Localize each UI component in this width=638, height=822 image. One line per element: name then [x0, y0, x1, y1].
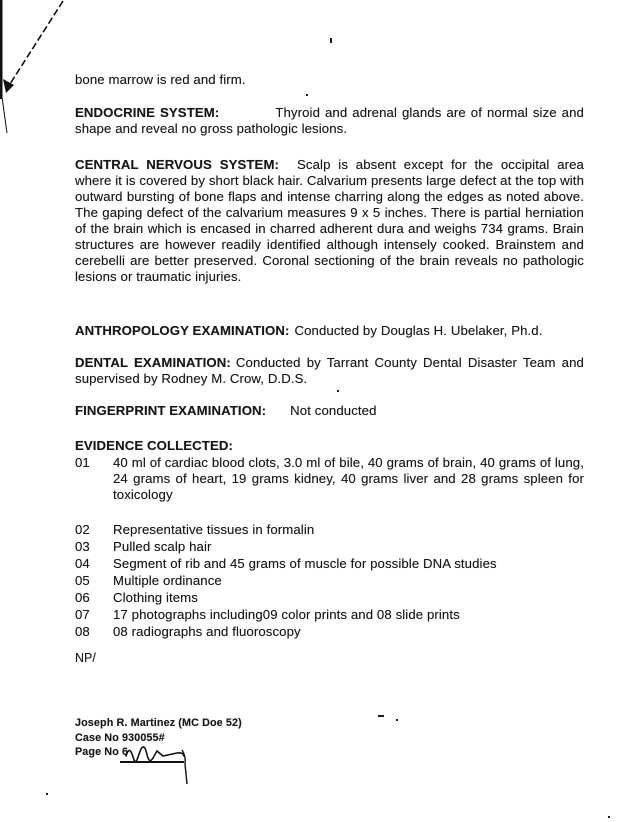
scan-fold-arrow-mark: [0, 0, 80, 140]
evidence-item-02: [75, 521, 584, 538]
paragraph-central-nervous-system: [75, 157, 584, 285]
evidence-heading-text: EVIDENCE COLLECTED:: [75, 438, 233, 454]
fingerprint-body: Not conducted: [290, 403, 377, 419]
bone-marrow-text: bone marrow is red and firm.: [75, 72, 246, 88]
scan-speck: [330, 38, 332, 43]
typist-initials: NP/: [75, 651, 96, 665]
dental-heading: DENTAL EXAMINATION:: [75, 355, 231, 371]
dental-body: Conducted by Tarrant County Dental Disaster Team and supervised by Rodney M. Crow, D.D.S.: [75, 355, 584, 387]
footer-name-line: Joseph R. Martinez (MC Doe 52): [75, 717, 242, 729]
evidence-item-text: Clothing items: [113, 590, 198, 605]
evidence-item-06: [75, 589, 584, 606]
evidence-item-number: 04: [75, 556, 90, 571]
cns-body: Scalp is absent except for the occipital area where it is covered by short black hair. Calvarium presents large defect at the top with outward bursting of bone flaps and intense charring along the edges as noted above. The gaping defect of the calvarium measures 9 x 5 inches. There is partial herniation of the brain which is encased in charred adherent dura and weighs 734 grams. Brain structures are however readily identified although intensely cooked. Brainstem and cerebelli are better preserved. Coronal sectioning of the brain reveals no pathologic lesions or traumatic injuries.: [75, 157, 584, 285]
cns-heading: CENTRAL NERVOUS SYSTEM:: [75, 157, 280, 173]
evidence-item-03: [75, 538, 584, 555]
evidence-item-text: 40 ml of cardiac blood clots, 3.0 ml of bile, 40 grams of brain, 40 grams of lung, 24 grams of heart, 19 grams kidney, 40 grams liver and 28 grams spleen for toxicology: [113, 455, 584, 502]
fingerprint-heading: FINGERPRINT EXAMINATION:: [75, 403, 267, 419]
evidence-item-text: Representative tissues in formalin: [113, 522, 315, 537]
evidence-item-08: [75, 623, 584, 640]
anthropology-heading: ANTHROPOLOGY EXAMINATION:: [75, 323, 290, 339]
evidence-item-01: [75, 455, 584, 503]
paragraph-dental-examination: [75, 355, 584, 387]
scan-speck: [306, 94, 308, 96]
endocrine-body: Thyroid and adrenal glands are of normal size and shape and reveal no gross pathologic lesions.: [75, 105, 584, 137]
evidence-item-text: 17 photographs including09 color prints and 08 slide prints: [113, 607, 460, 622]
evidence-item-number: 03: [75, 539, 90, 554]
footer-case-line: Case No 930055#: [75, 731, 165, 744]
evidence-item-text: Pulled scalp hair: [113, 539, 212, 554]
evidence-item-number: 06: [75, 590, 90, 605]
evidence-item-text: Multiple ordinance: [113, 573, 222, 588]
evidence-item-number: 02: [75, 522, 90, 537]
paragraph-bone-marrow: [75, 72, 584, 88]
evidence-item-list: [75, 521, 584, 640]
endocrine-heading: ENDOCRINE SYSTEM:: [75, 105, 220, 121]
scan-speck: [337, 390, 339, 392]
footer-identification-block: [75, 716, 242, 760]
evidence-item-number: 05: [75, 573, 90, 588]
evidence-item-04: [75, 555, 584, 572]
scan-speck: [378, 715, 384, 717]
footer-page-line: Page No 6: [75, 746, 129, 758]
scan-speck: [396, 719, 398, 721]
evidence-item-text: 08 radiographs and fluoroscopy: [113, 624, 301, 639]
anthropology-body: Conducted by Douglas H. Ubelaker, Ph.d.: [294, 323, 543, 339]
paragraph-anthropology-examination: [75, 323, 584, 339]
evidence-item-05: [75, 572, 584, 589]
evidence-item-text: Segment of rib and 45 grams of muscle for possible DNA studies: [113, 556, 497, 571]
scan-speck: [46, 793, 48, 795]
evidence-collected-heading: [75, 438, 584, 454]
scan-speck: [608, 816, 610, 818]
evidence-item-number: 01: [75, 455, 90, 470]
evidence-item-number: 07: [75, 607, 90, 622]
paragraph-fingerprint-examination: [75, 403, 584, 419]
paragraph-endocrine-system: [75, 105, 584, 137]
evidence-item-07: [75, 606, 584, 623]
evidence-item-number: 08: [75, 624, 90, 639]
